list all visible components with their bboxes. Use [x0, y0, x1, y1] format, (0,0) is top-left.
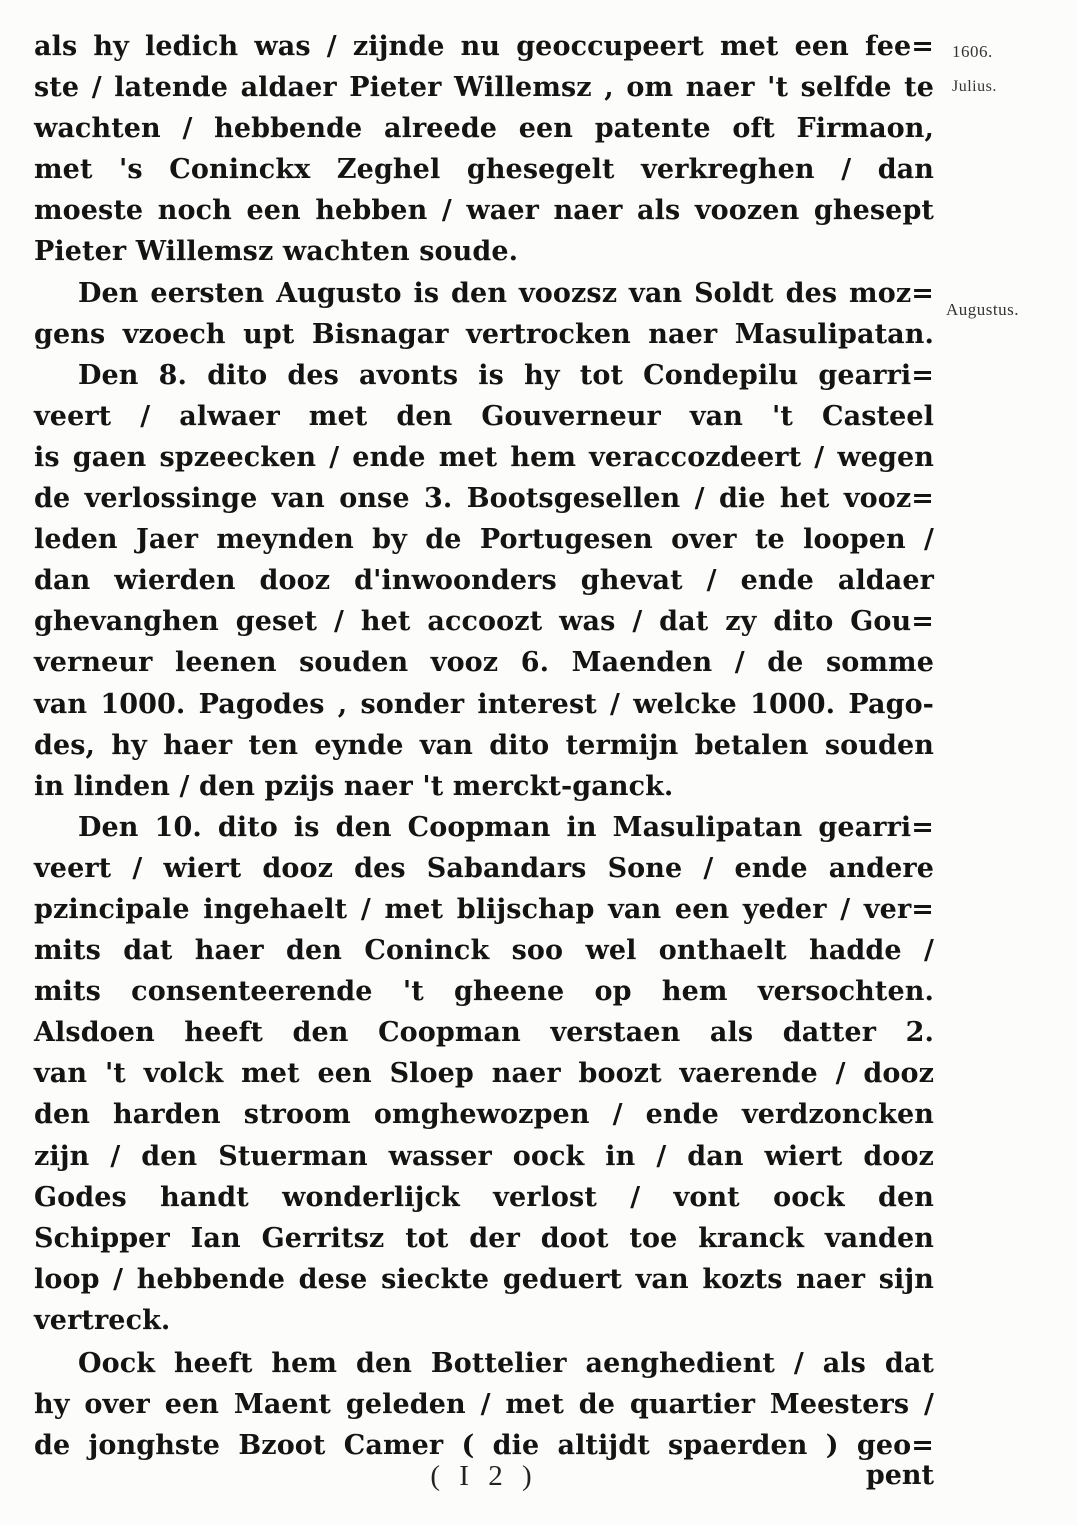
text-line: hy over een Maent geleden / met de quartier Meesters / — [34, 1389, 934, 1421]
text-line: wachten / hebbende alreede een patente oft Firmaon, — [34, 113, 934, 145]
paragraph-start-line: Den eersten Augusto is den voozsz van Soldt des moz= — [78, 277, 934, 309]
text-line: de jonghste Bzoot Camer ( die altijdt spaerden ) geo= — [34, 1430, 934, 1462]
text-line: gens vzoech upt Bisnagar vertrocken naer Masulipatan. — [34, 318, 934, 350]
text-line: in linden / den pzijs naer 't merckt-ganck. — [34, 770, 674, 802]
text-line: als hy ledich was / zijnde nu geoccupeert met een fee= — [34, 31, 934, 62]
text-line: veert / alwaer met den Gouverneur van 't Casteel — [34, 400, 934, 432]
signature-mark: ( I 2 ) — [430, 1460, 538, 1492]
text-line: dan wierden dooz d'inwoonders ghevat / ende aldaer — [34, 565, 934, 597]
text-line: leden Jaer meynden by de Portugesen over te loopen / — [34, 524, 934, 556]
paragraph-start-line: Oock heeft hem den Bottelier aenghedient / als dat — [78, 1348, 934, 1379]
text-line: Godes handt wonderlijck verlost / vont oock den — [34, 1181, 934, 1213]
text-line: is gaen spzeecken / ende met hem veraccozdeert / wegen — [34, 441, 934, 473]
text-line: den harden stroom omghewozpen / ende verdzoncken — [34, 1099, 934, 1131]
text-line: veert / wiert dooz des Sabandars Sone / ende andere — [34, 852, 934, 884]
text-line: Schipper Ian Gerritsz tot der doot toe kranck vanden — [34, 1222, 934, 1254]
text-line: vertreck. — [34, 1304, 171, 1336]
text-line: des, hy haer ten eynde van dito termijn betalen souden — [34, 729, 934, 761]
page-footer — [34, 1460, 934, 1504]
text-line: moeste noch een hebben / waer naer als voozen ghesept — [34, 195, 934, 227]
catchword: pent — [865, 1460, 934, 1491]
margin-note-julius: Julius. — [952, 78, 997, 95]
text-line: verneur leenen souden vooz 6. Maenden / de somme — [34, 647, 934, 679]
text-line: pzincipale ingehaelt / met blijschap van een yeder / ver= — [34, 893, 934, 925]
text-line: mits dat haer den Coninck soo wel onthaelt hadde / — [34, 935, 934, 967]
paragraph-start-line: Den 8. dito des avonts is hy tot Condepilu gearri= — [78, 359, 934, 391]
text-line: loop / hebbende dese sieckte geduert van kozts naer sijn — [34, 1263, 934, 1295]
text-line: Pieter Willemsz wachten soude. — [34, 236, 519, 268]
text-line: mits consenteerende 't gheene op hem versochten. — [34, 976, 934, 1008]
text-line: ste / latende aldaer Pieter Willemsz , om naer 't selfde te — [34, 72, 934, 104]
margin-note-augustus: Augustus. — [946, 300, 1019, 319]
text-line: ghevanghen geset / het accoozt was / dat zy dito Gou= — [34, 606, 934, 638]
text-line: van 1000. Pagodes , sonder interest / welcke 1000. Pago- — [34, 688, 934, 720]
text-line: Alsdoen heeft den Coopman verstaen als datter 2. — [34, 1017, 934, 1049]
text-line: de verlossinge van onse 3. Bootsgesellen / die het vooz= — [34, 483, 934, 515]
text-line: zijn / den Stuerman wasser oock in / dan wiert dooz — [34, 1140, 934, 1172]
text-line: met 's Coninckx Zeghel ghesegelt verkreghen / dan — [34, 154, 934, 186]
paragraph-start-line: Den 10. dito is den Coopman in Masulipatan gearri= — [78, 811, 934, 843]
margin-note-year: 1606. — [952, 42, 993, 61]
text-line: van 't volck met een Sloep naer boozt vaerende / dooz — [34, 1058, 934, 1090]
page-body-text — [34, 26, 934, 1466]
